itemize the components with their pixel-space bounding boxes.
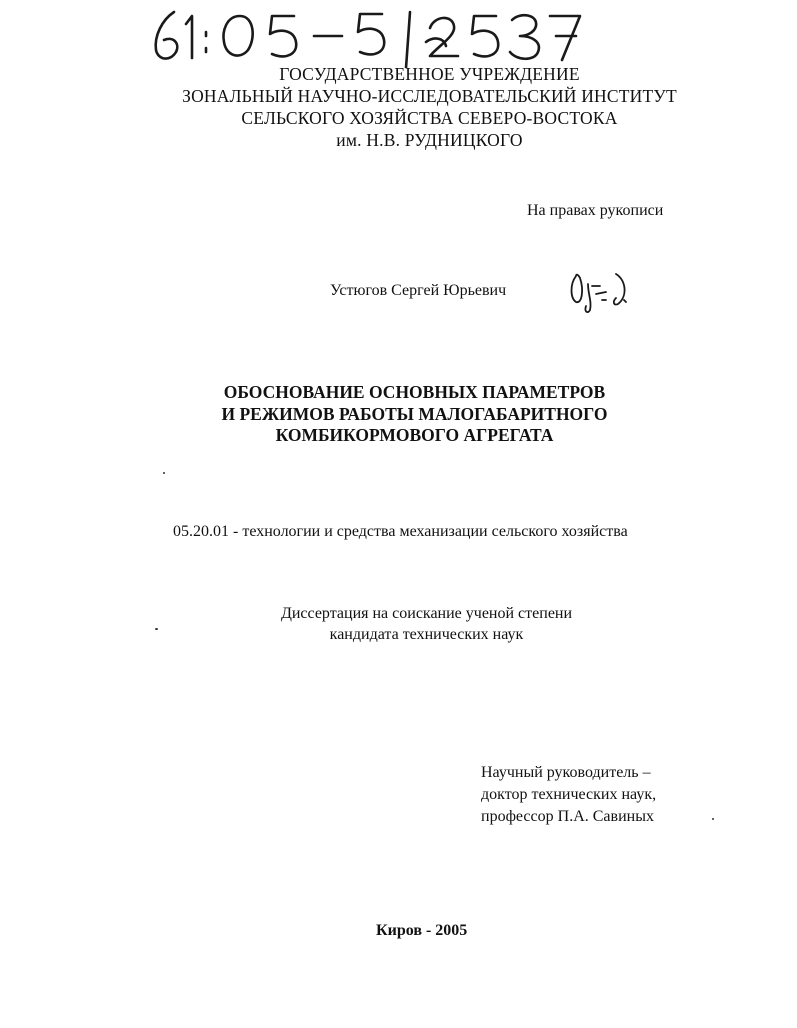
dissertation-title <box>0 382 797 447</box>
handwritten-archive-number <box>148 6 588 68</box>
degree-line-2: кандидата технических наук <box>329 626 524 643</box>
scan-speck <box>163 472 165 474</box>
organization-line-4: им. Н.В. РУДНИЦКОГО <box>336 130 523 150</box>
signature-icon <box>566 266 638 316</box>
title-line-3: КОМБИКОРМОВОГО АГРЕГАТА <box>275 425 554 445</box>
rights-note: На правах рукописи <box>527 202 664 219</box>
supervisor-line-1: Научный руководитель – <box>481 764 651 781</box>
organization-line-2: ЗОНАЛЬНЫЙ НАУЧНО-ИССЛЕДОВАТЕЛЬСКИЙ ИНСТИТУТ <box>182 86 677 106</box>
city-year: Киров - 2005 <box>376 922 468 939</box>
title-line-2: И РЕЖИМОВ РАБОТЫ МАЛОГАБАРИТНОГО <box>221 403 608 424</box>
author-signature <box>566 266 638 316</box>
degree-statement <box>0 603 797 645</box>
organization-line-3: СЕЛЬСКОГО ХОЗЯЙСТВА СЕВЕРО-ВОСТОКА <box>241 108 618 128</box>
specialty-code: 05.20.01 - технологии и средства механизации сельского хозяйства <box>173 523 628 540</box>
organization-line-1: ГОСУДАРСТВЕННОЕ УЧРЕЖДЕНИЕ <box>279 64 580 84</box>
archive-number-handwriting <box>148 6 588 68</box>
scientific-supervisor <box>481 762 656 828</box>
organization-header <box>0 63 797 151</box>
scan-speck <box>155 628 158 630</box>
title-line-1: ОБОСНОВАНИЕ ОСНОВНЫХ ПАРАМЕТРОВ <box>223 382 606 402</box>
supervisor-line-3: профессор П.А. Савиных <box>481 808 654 825</box>
degree-line-1: Диссертация на соискание ученой степени <box>280 605 573 622</box>
author-name: Устюгов Сергей Юрьевич <box>330 282 507 299</box>
supervisor-line-2: доктор технических наук, <box>481 786 657 803</box>
scan-speck <box>712 818 714 820</box>
